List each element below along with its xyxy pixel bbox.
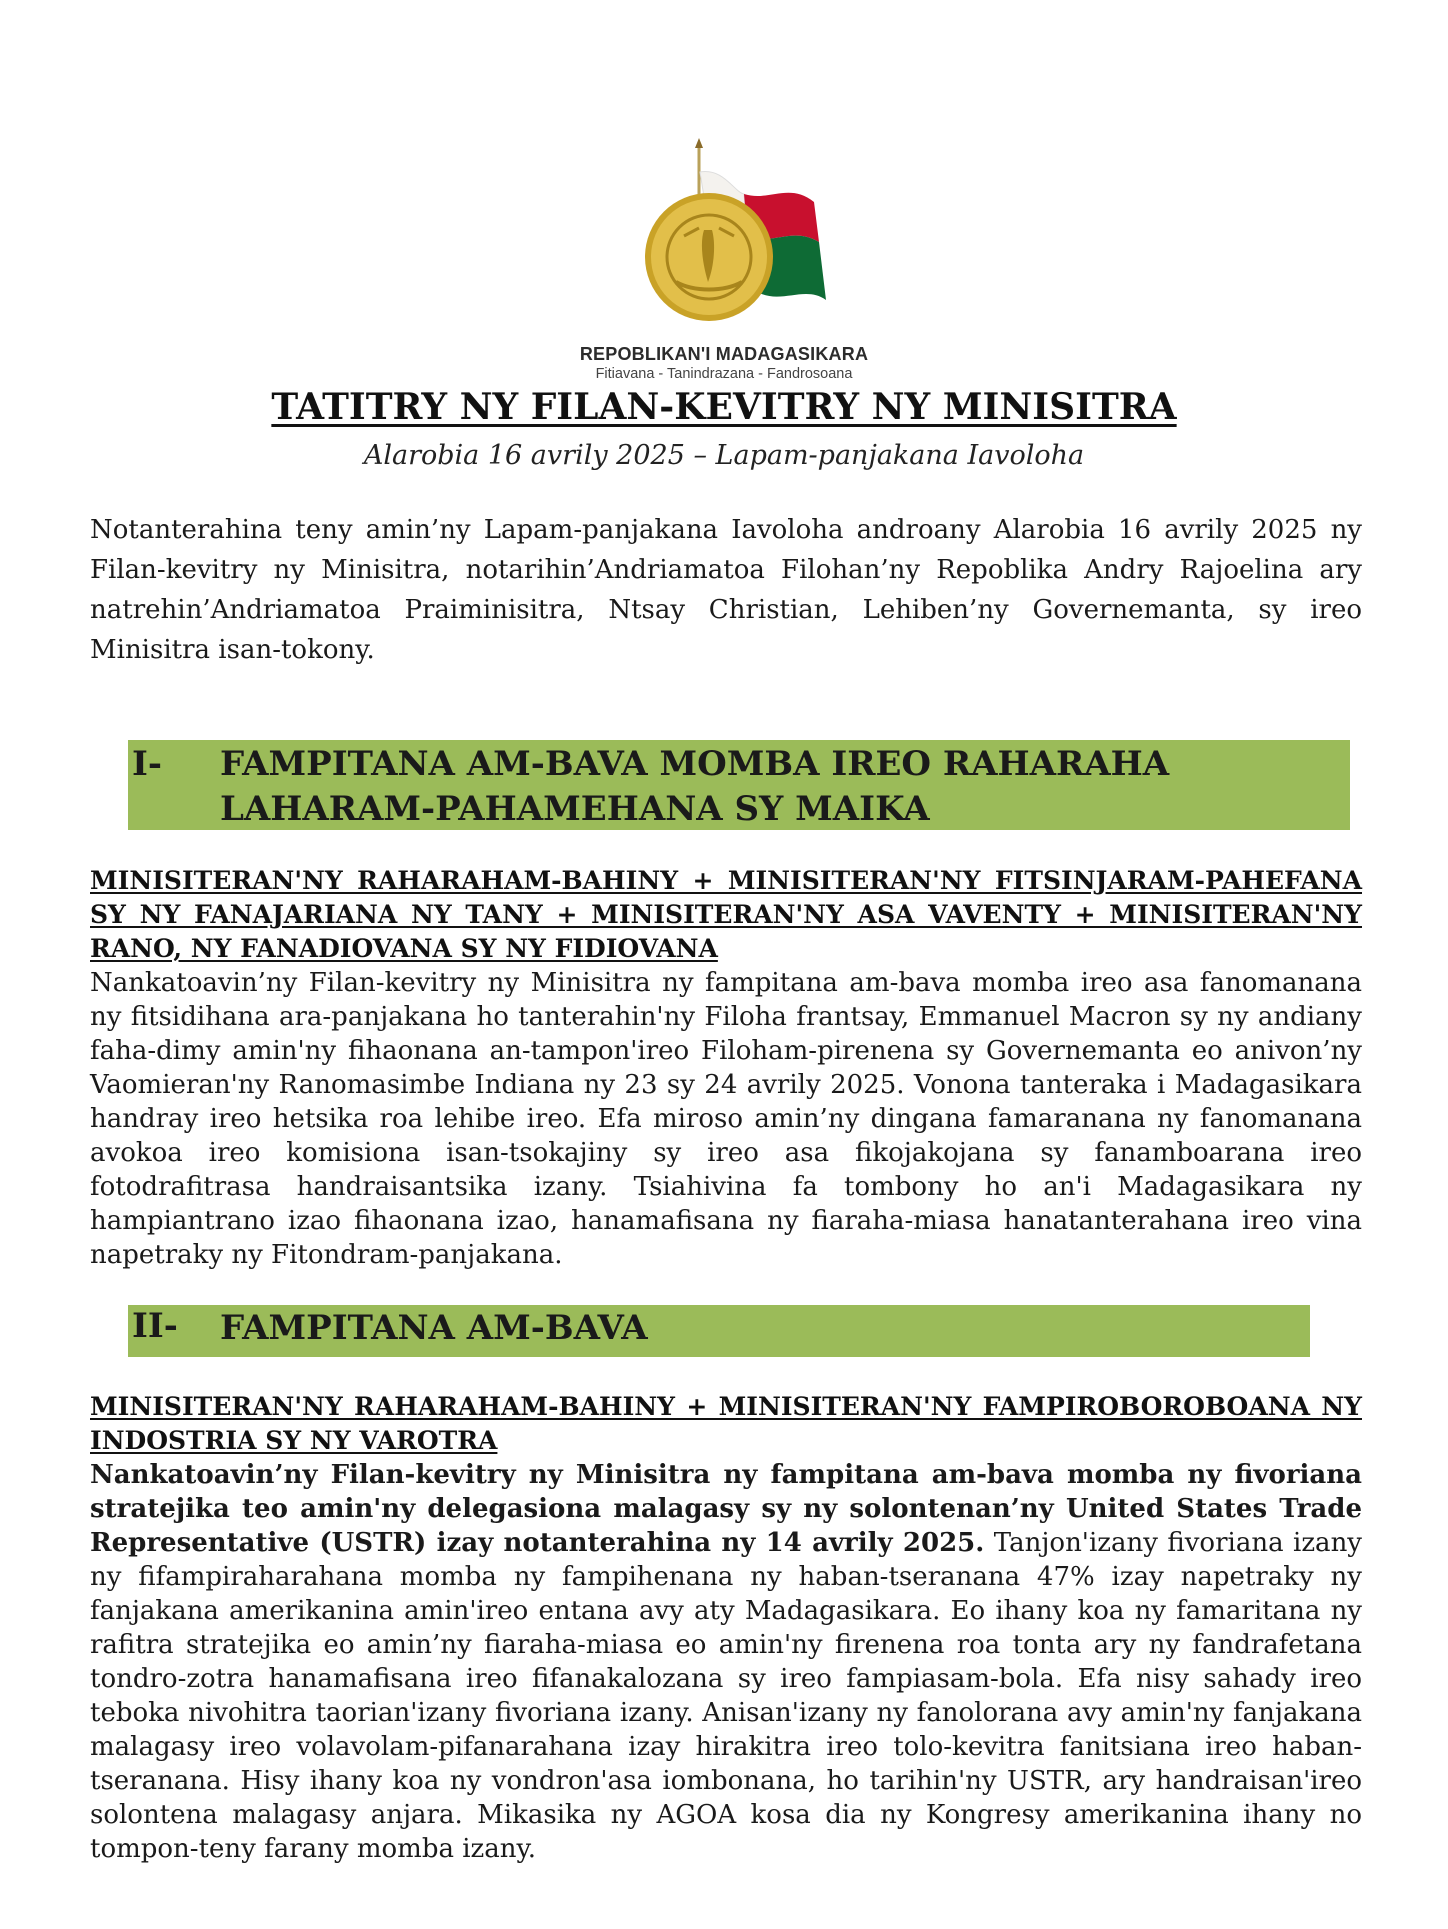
- section-2-title: FAMPITANA AM-BAVA: [220, 1308, 648, 1348]
- republic-seal-flag-icon: [604, 132, 844, 342]
- document-title: TATITRY NY FILAN-KEVITRY NY MINISITRA: [271, 386, 1177, 428]
- section-1-body-text: Nankatoavin’ny Filan-kevitry ny Minisitra ny fampitana am-bava momba ireo asa fanomanana ny fitsidihana ara-panjakana ho tanterahin'ny Filoha frantsay, Emmanuel Macron sy ny andiany faha-dimy amin'ny fihaonana an-tampon'ireo Filoham-pirenena sy Governemanta eo anivon’ny Vaomieran'ny Ranomasimbe Indiana ny 23 sy 24 avrily 2025. Vonona tanteraka i Madagasikara handray ireo hetsika roa lehibe ireo. Efa miroso amin’ny dingana famaranana ny fanomanana avokoa ireo komisiona isan-tsokajiny sy ireo asa fikojakojana sy fanamboarana ireo fotodrafitrasa handraisantsika izany. Tsiahivina fa tombony ho an'i Madagasikara ny hampiantrano izao fihaonana izao, hanamafisana ny fiaraha-miasa hanatanterahana ireo vina napetraky ny Fitondram-panjakana.: [90, 968, 1362, 1270]
- republic-name: REPOBLIKAN'I MADAGASIKARA: [579, 344, 869, 364]
- section-2-body-text: Tanjon'izany fivoriana izany ny fifampiraharahana momba ny fampihenana ny haban-tseranana 47% izay napetraky ny fanjakana amerikanina amin'ireo entana avy aty Madagasikara. Eo ihany koa ny famaritana ny rafitra stratejika eo amin’ny fiaraha-miasa eo amin'ny firenena roa tonta ary ny fandrafetana tondro-zotra hanamafisana ireo fifanakalozana sy ireo fampiasam-bola. Efa nisy sahady ireo teboka nivohitra taorian'izany fivoriana izany. Anisan'izany ny fanolorana avy amin'ny fanjakana malagasy ireo volavolam-pifanarahana izay hirakitra ireo tolo-kevitra fanitsiana ireo haban-tseranana. Hisy ihany koa ny vondron'asa iombonana, ho tarihin'ny USTR, ary handraisan'ireo solontena malagasy anjara. Mikasika ny AGOA kosa dia ny Kongresy amerikanina ihany no tompon-teny farany momba izany.: [90, 1528, 1362, 1864]
- section-1-title-line1: FAMPITANA AM-BAVA MOMBA IREO RAHARAHA: [220, 744, 1170, 784]
- section-1-body: [90, 966, 1362, 1272]
- section-1-title-line2: LAHARAM-PAHAMEHANA SY MAIKA: [220, 789, 930, 829]
- republic-motto: Fitiavana - Tanindrazana - Fandrosoana: [595, 366, 853, 382]
- section-1-number: I-: [132, 744, 163, 784]
- section-2-subheading: MINISITERAN'NY RAHARAHAM-BAHINY + MINISITERAN'NY FAMPIROBOROBOANA NY INDOSTRIA SY NY VAROTRA: [90, 1392, 1362, 1455]
- date-line: Alarobia 16 avrily 2025 – Lapam-panjakana Iavoloha: [363, 440, 1085, 471]
- section-2-body: [90, 1458, 1362, 1866]
- section-2-body-bold: Nankatoavin’ny Filan-kevitry ny Minisitra ny fampitana am-bava momba ny fivoriana stratejika teo amin'ny delegasiona malagasy sy ny solontenan’ny United States Trade Representative (USTR) izay notanterahina ny 14 avrily 2025.: [90, 1460, 1362, 1558]
- intro-paragraph: Notanterahina teny amin’ny Lapam-panjakana Iavoloha androany Alarobia 16 avrily 2025 ny Filan-kevitry ny Minisitra, notarihin’Andriamatoa Filohan’ny Repoblika Andry Rajoelina ary natrehin’Andriamatoa Praiminisitra, Ntsay Christian, Lehiben’ny Governemanta, sy ireo Minisitra isan-tokony.: [90, 515, 1362, 665]
- section-1-title: [220, 742, 1169, 832]
- section-2-number: II-: [132, 1306, 178, 1346]
- section-1-subheading: MINISITERAN'NY RAHARAHAM-BAHINY + MINISITERAN'NY FITSINJARAM-PAHEFANA SY NY FANAJARIANA NY TANY + MINISITERAN'NY ASA VAVENTY + MINISITERAN'NY RANO, NY FANADIOVANA SY NY FIDIOVANA: [90, 866, 1362, 963]
- header-logo: [0, 132, 1448, 382]
